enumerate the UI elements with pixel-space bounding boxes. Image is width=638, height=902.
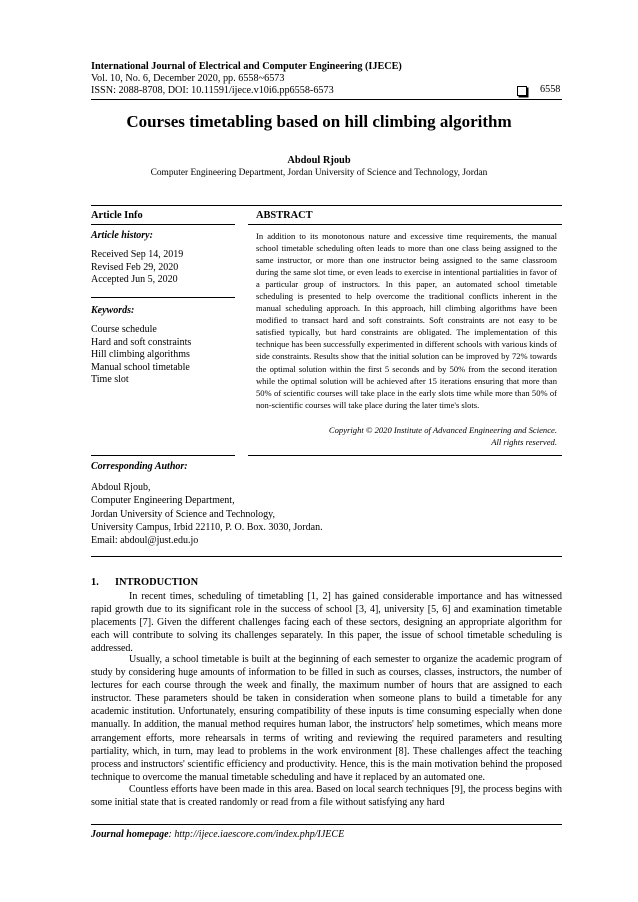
homepage-label: Journal homepage (91, 829, 169, 840)
paper-title: Courses timetabling based on hill climbing algorithm (126, 112, 512, 131)
keyword-item: Course schedule (91, 324, 157, 335)
article-info-heading: Article Info (91, 210, 143, 221)
section-number: 1. (91, 577, 99, 588)
keywords-rule (91, 297, 235, 298)
history-accepted: Accepted Jun 5, 2020 (91, 274, 178, 286)
journal-homepage (91, 829, 344, 840)
author-block-rule (91, 556, 562, 557)
corresponding-author-block (91, 481, 323, 547)
page-number: 6558 (540, 84, 561, 95)
section-title: INTRODUCTION (115, 577, 199, 588)
article-history-list (91, 249, 183, 287)
rights-line: All rights reserved. (491, 436, 557, 447)
corresponding-department: Computer Engineering Department, (91, 495, 235, 507)
corresponding-rule-left (91, 455, 235, 456)
article-history-heading: Article history: (91, 230, 153, 241)
corresponding-name: Abdoul Rjoub, (91, 482, 151, 493)
history-received: Received Sep 14, 2019 (91, 249, 184, 260)
abstract-heading: ABSTRACT (256, 210, 313, 221)
journal-name: International Journal of Electrical and Computer Engineering (IJECE) (91, 61, 402, 72)
intro-paragraph-3: Countless efforts have been made in this area. Based on local search techniques [9], the process begins with some initial state that is created randomly or read from a file without satisfying any hard (91, 784, 562, 809)
page-box-icon (517, 86, 527, 96)
volume-info: Vol. 10, No. 6, December 2020, pp. 6558~6573 (91, 73, 285, 84)
abstract-text: In addition to its monotonous nature and excessive time requirements, the manual school timetable scheduling often leads to more than one class being assigned to the same instructor, or more than one instructor being assigned to the same classroom during the same slot time, or even leads to exercise in intentional partialities in favor of a particular group of instructors. In this paper, an automated school timetable scheduling is presented to help overcome the traditional conflicts inherent in the manual scheduling approach. In this approach, hill climbing algorithms have been modified to transact hard and soft constraints. Soft constraints are not easy to be satisfied typically, but hard constraints are obligated. The implementation of this technique has been successfully experimented in different schools with various kinds of side constraints. Results show that the initial solution can be improved by 72% towards the optimal solution within the first 5 seconds and by 50% from the second iteration while the optimal solution will be achieved after 15 iterations ensuring that more than 50% of scientific courses will take place in the early slots time while more than 50% of non-scientific courses will take place during the later time's slots. (256, 231, 557, 410)
keyword-item: Time slot (91, 374, 129, 386)
issn-doi: ISSN: 2088-8708, DOI: 10.11591/ijece.v10i6.pp6558-6573 (91, 85, 334, 96)
header-rule (91, 99, 562, 100)
author-affiliation: Computer Engineering Department, Jordan University of Science and Technology, Jordan (150, 168, 488, 178)
corresponding-email: Email: abdoul@just.edu.jo (91, 535, 199, 547)
article-info-rule (91, 224, 235, 225)
keyword-item: Hard and soft constraints (91, 336, 192, 348)
intro-paragraph-1: In recent times, scheduling of timetabling [1, 2] has gained considerable importance and has witnessed rapid growth due to its significant role in the success of school [3, 4], university [5, 6] and examination timetable placements [7]. Given the different challenges facing each of these sectors, designing an appropriate algorithm for each will contribute to solving its challenges separately. In this paper, the issue of school timetable scheduling is addressed. (91, 591, 562, 655)
abstract-rule (248, 224, 562, 225)
corresponding-rule-right (248, 455, 562, 456)
top-rule (91, 205, 562, 206)
corresponding-address: University Campus, Irbid 22110, P. O. Box. 3030, Jordan. (91, 521, 323, 533)
section-heading (91, 577, 198, 588)
corresponding-university: Jordan University of Science and Technology, (91, 508, 275, 520)
corresponding-heading: Corresponding Author: (91, 461, 188, 472)
keyword-item: Hill climbing algorithms (91, 349, 190, 361)
keyword-item: Manual school timetable (91, 361, 190, 373)
homepage-url[interactable]: : http://ijece.iaescore.com/index.php/IJECE (168, 829, 345, 840)
author-name: Abdoul Rjoub (287, 155, 351, 166)
keywords-heading: Keywords: (91, 305, 135, 316)
keywords-list (91, 324, 191, 387)
intro-paragraph-2: Usually, a school timetable is built at the beginning of each semester to organize the academic program of study by considering huge amounts of information to be filled in such as courses, classes, instructors, the number of lectures for each course through the week and finally, the maximum number of hours that are assigned to each instructor. These parameters should be taken in consideration when someone plans to build a timetable for any academic institution. Unfortunately, ensuring compatibility of these inputs is time consuming especially when done manually. In addition, the manual method requires human labor, the instructors' help sometimes, which means more arrangement efforts, more rehearsals in terms of writing and reviewing the required parameters and resulting partiality, which, in turn, may lead to problems in the work environment [8]. These challenges affect the teaching process and instructors' scientific efficiency and productivity. Hence, this is the main motivation behind the proposed technique to overcome the manual timetable scheduling and have it replaced by an automated one. (91, 654, 562, 783)
copyright-line: Copyright © 2020 Institute of Advanced Engineering and Science. (328, 425, 557, 435)
history-revised: Revised Feb 29, 2020 (91, 261, 179, 273)
copyright-notice (256, 425, 557, 448)
footer-rule (91, 824, 562, 825)
